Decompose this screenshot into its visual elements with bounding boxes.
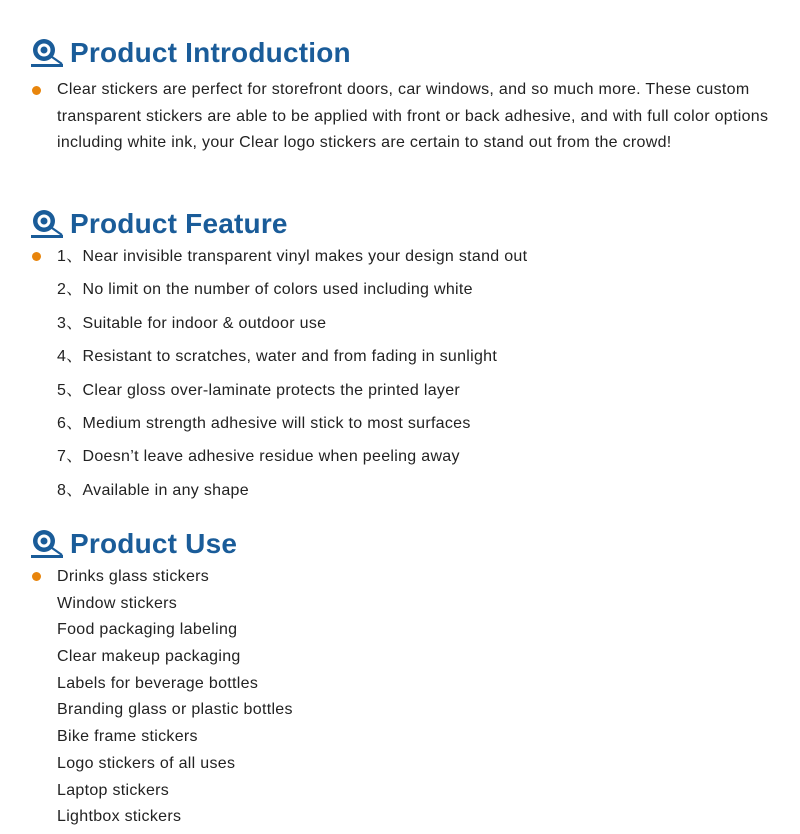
use-item: Logo stickers of all uses xyxy=(57,754,236,772)
feature-item: 2、No limit on the number of colors used including white xyxy=(57,281,473,299)
section-title: Product Use xyxy=(70,528,238,559)
section-heading xyxy=(30,526,770,562)
introduction-body xyxy=(30,77,770,157)
product-use-section xyxy=(30,526,770,833)
bullet-dot xyxy=(32,86,41,95)
tape-roll-icon xyxy=(30,528,64,560)
feature-list xyxy=(57,246,770,513)
bullet-dot xyxy=(32,572,41,581)
use-item: Branding glass or plastic bottles xyxy=(57,701,293,719)
section-title: Product Introduction xyxy=(70,37,351,68)
section-heading xyxy=(30,35,770,71)
feature-item: 6、Medium strength adhesive will stick to most surfaces xyxy=(57,414,471,432)
use-item: Lightbox stickers xyxy=(57,808,182,826)
section-title: Product Feature xyxy=(70,208,288,239)
feature-item: 4、Resistant to scratches, water and from fading in sunlight xyxy=(57,348,498,366)
use-item: Bike frame stickers xyxy=(57,728,198,746)
use-item: Clear makeup packaging xyxy=(57,648,241,666)
product-introduction-section xyxy=(30,35,770,157)
use-body xyxy=(30,566,770,833)
use-item: Food packaging labeling xyxy=(57,621,238,639)
feature-item: 8、Available in any shape xyxy=(57,481,249,499)
feature-item: 7、Doesn’t leave adhesive residue when peeling away xyxy=(57,448,460,466)
product-feature-section xyxy=(30,206,770,513)
feature-item: 3、Suitable for indoor & outdoor use xyxy=(57,314,327,332)
tape-roll-icon xyxy=(30,37,64,69)
use-item: Laptop stickers xyxy=(57,781,170,799)
feature-body xyxy=(30,246,770,513)
use-list xyxy=(57,566,770,833)
use-item: Labels for beverage bottles xyxy=(57,674,259,692)
introduction-text: Clear stickers are perfect for storefront doors, car windows, and so much more. These custom transparent stickers are able to be applied with front or back adhesive, and with full color options including white ink, your Clear logo stickers are certain to stand out from the crowd! xyxy=(57,81,769,152)
use-item: Window stickers xyxy=(57,594,178,612)
feature-item: 1、Near invisible transparent vinyl makes your design stand out xyxy=(57,248,528,265)
section-heading xyxy=(30,206,770,242)
bullet-dot xyxy=(32,252,41,261)
feature-item: 5、Clear gloss over-laminate protects the printed layer xyxy=(57,381,461,399)
tape-roll-icon xyxy=(30,208,64,240)
use-item: Drinks glass stickers xyxy=(57,568,210,585)
